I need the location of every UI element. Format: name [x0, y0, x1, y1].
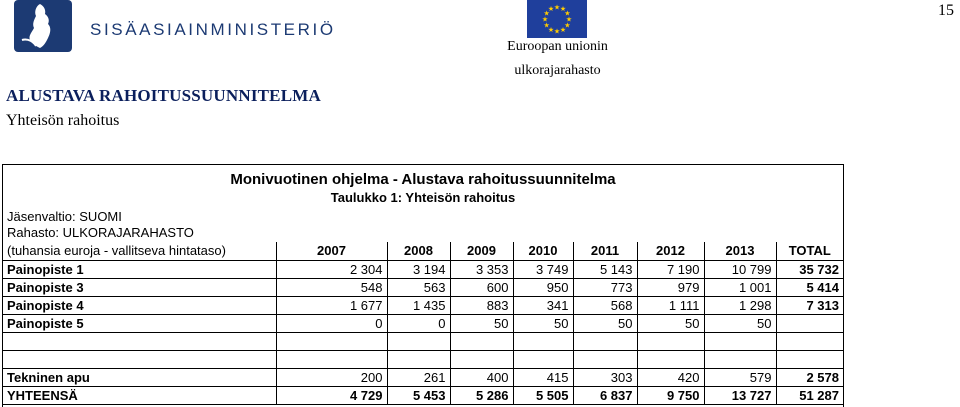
cell-value: 200 [276, 368, 387, 386]
row-label: Painopiste 5 [3, 314, 276, 332]
eu-star-icon: ★ [559, 25, 567, 34]
row-label: Painopiste 3 [3, 278, 276, 296]
cell-value: 3 749 [513, 260, 573, 278]
cell-value: 0 [276, 314, 387, 332]
cell-value: 3 194 [387, 260, 450, 278]
row-label: Painopiste 4 [3, 296, 276, 314]
cell-value: 1 298 [704, 296, 776, 314]
technical-assistance-row [3, 368, 843, 386]
eu-star-icon: ★ [565, 15, 573, 24]
cell-value: 950 [513, 278, 573, 296]
cell-value: 9 750 [637, 386, 704, 404]
eu-star-icon: ★ [553, 27, 561, 36]
cell-value: 2 304 [276, 260, 387, 278]
ministry-logo-text: SISÄASIAINMINISTERIÖ [90, 20, 336, 39]
year-header: 2011 [573, 242, 637, 260]
table-header-row [3, 242, 843, 260]
eu-caption-line1: Euroopan unionin [507, 39, 608, 54]
blank-row [3, 350, 843, 368]
table-subtitle: Taulukko 1: Yhteisön rahoitus [330, 190, 516, 205]
cell-value: 579 [704, 368, 776, 386]
eu-star-icon: ★ [543, 21, 550, 30]
page-number: 15 [938, 2, 954, 19]
eu-star-icon: ★ [543, 9, 550, 18]
cell-value: 261 [387, 368, 450, 386]
cell-value: 341 [513, 296, 573, 314]
cell-value: 1 677 [276, 296, 387, 314]
cell-value: 5 505 [513, 386, 573, 404]
cell-value: 7 190 [637, 260, 704, 278]
cell-value: 4 729 [276, 386, 387, 404]
unit-label: (tuhansia euroja - vallitseva hintataso) [3, 242, 276, 260]
cell-value: 0 [387, 314, 450, 332]
table-row [3, 278, 843, 296]
row-label: YHTEENSÄ [3, 386, 276, 404]
row-total [776, 314, 843, 332]
document-title: ALUSTAVA RAHOITUSSUUNNITELMA [6, 86, 321, 105]
member-state: Jäsenvaltio: SUOMI [7, 209, 122, 224]
row-total: 2 578 [776, 368, 843, 386]
year-header: 2012 [637, 242, 704, 260]
cell-value: 883 [450, 296, 513, 314]
year-header: 2009 [450, 242, 513, 260]
fund-name: Rahasto: ULKORAJARAHASTO [7, 225, 194, 240]
row-label: Tekninen apu [3, 368, 276, 386]
cell-value: 10 799 [704, 260, 776, 278]
row-label: Painopiste 1 [3, 260, 276, 278]
row-total: 7 313 [776, 296, 843, 314]
cell-value: 415 [513, 368, 573, 386]
eu-star-icon: ★ [547, 5, 555, 14]
table-row [3, 296, 843, 314]
cell-value: 6 837 [573, 386, 637, 404]
cell-value: 3 353 [450, 260, 513, 278]
cell-value: 1 111 [637, 296, 704, 314]
cell-value: 1 435 [387, 296, 450, 314]
cell-value: 420 [637, 368, 704, 386]
year-header: 2010 [513, 242, 573, 260]
eu-star-icon: ★ [559, 5, 567, 14]
cell-value: 600 [450, 278, 513, 296]
row-total: 51 287 [776, 386, 843, 404]
cell-value: 13 727 [704, 386, 776, 404]
eu-star-icon: ★ [541, 15, 549, 24]
blank-row [3, 332, 843, 350]
cell-value: 563 [387, 278, 450, 296]
sum-row [3, 386, 843, 404]
cell-value: 50 [704, 314, 776, 332]
year-header: 2008 [387, 242, 450, 260]
eu-star-icon: ★ [564, 21, 571, 30]
cell-value: 303 [573, 368, 637, 386]
row-total: 5 414 [776, 278, 843, 296]
cell-value: 50 [513, 314, 573, 332]
cell-value: 773 [573, 278, 637, 296]
cell-value: 5 143 [573, 260, 637, 278]
year-header: 2013 [704, 242, 776, 260]
data-table [3, 242, 843, 405]
cell-value: 548 [276, 278, 387, 296]
cell-value: 979 [637, 278, 704, 296]
cell-value: 400 [450, 368, 513, 386]
ministry-logo [10, 0, 336, 56]
eu-star-icon: ★ [547, 25, 555, 34]
total-header: TOTAL [776, 242, 843, 260]
table-row [3, 260, 843, 278]
table-row [3, 314, 843, 332]
eu-flag-icon [527, 0, 587, 38]
cell-value: 5 453 [387, 386, 450, 404]
eu-star-icon: ★ [553, 3, 561, 12]
eu-caption-line2: ulkorajarahasto [514, 63, 601, 78]
cell-value: 50 [573, 314, 637, 332]
row-total: 35 732 [776, 260, 843, 278]
document-subtitle: Yhteisön rahoitus [6, 112, 120, 129]
cell-value: 1 001 [704, 278, 776, 296]
table-title: Monivuotinen ohjelma - Alustava rahoitussuunnitelma [230, 171, 616, 188]
financing-table [2, 164, 844, 407]
finland-map-emblem-icon [10, 0, 82, 56]
cell-value: 5 286 [450, 386, 513, 404]
cell-value: 50 [637, 314, 704, 332]
year-header: 2007 [276, 242, 387, 260]
cell-value: 568 [573, 296, 637, 314]
eu-star-icon: ★ [564, 9, 571, 18]
cell-value: 50 [450, 314, 513, 332]
